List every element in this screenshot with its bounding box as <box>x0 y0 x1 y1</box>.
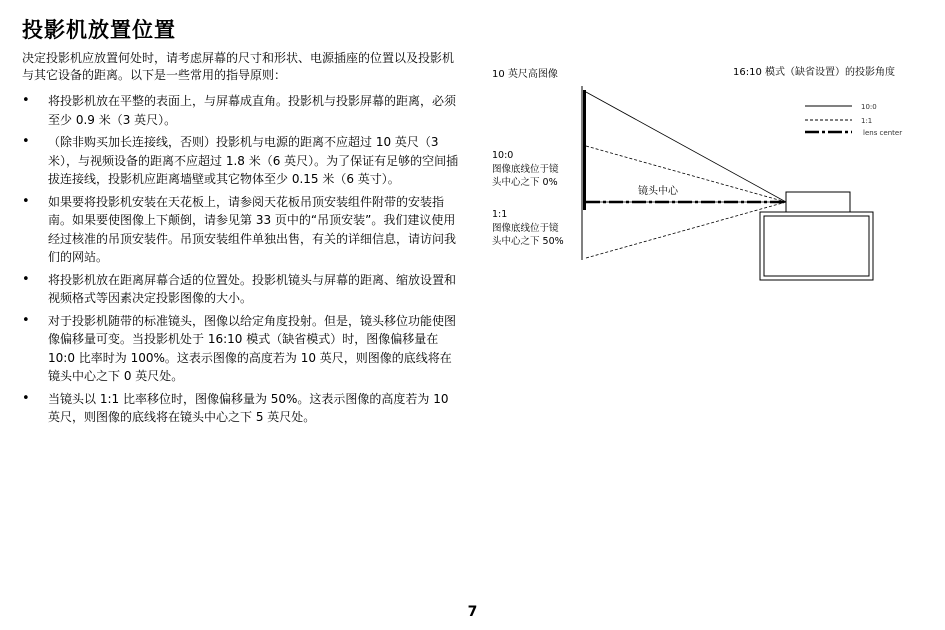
angle-title: 16:10 模式（缺省设置）的投影角度 <box>733 67 895 78</box>
legend-label-lens-center: lens center <box>863 129 903 137</box>
list-item-text: 如果要将投影机安装在天花板上，请参阅天花板吊顶安装组件附带的安装指南。如果要使图像上下颠倒，请参见第 33 页中的“吊顶安装”。我们建议使用经过核准的吊顶安装件。吊顶安装组件单独出售，有关的详细信息，请访问我们的网站。 <box>48 194 457 264</box>
list-item <box>22 390 462 427</box>
page-title: 投影机放置位置 <box>22 18 176 42</box>
bullet-icon: • <box>22 93 30 108</box>
lens-center-label: 镜头中心 <box>638 186 678 197</box>
list-item <box>22 133 462 189</box>
ray-10-0-top <box>586 92 786 202</box>
projector-body <box>786 192 850 212</box>
projection-screen <box>583 90 586 210</box>
list-item-text: （除非购买加长连接线，否则）投影机与电源的距离不应超过 10 英尺（3 米），与视频设备的距离不应超过 1.8 米（6 英尺）。为了保证有足够的空间插拔连接线，投影机应距离墙壁或其它物体至少 0.15 米（6 英寸）。 <box>48 135 459 186</box>
guideline-list <box>22 92 462 431</box>
bullet-icon: • <box>22 312 30 328</box>
list-item-text: 将投影机放在平整的表面上，与屏幕成直角。投影机与投影屏幕的距离，必须至少 0.9 米（3 英尺）。 <box>48 94 457 127</box>
ratio-1-1-title: 1:1 <box>492 209 508 220</box>
ratio-1-1-line1: 图像底线位于镜 <box>492 223 559 234</box>
ratio-10-0-line1: 图像底线位于镜 <box>492 164 559 175</box>
intro-paragraph: 决定投影机应放置何处时，请考虑屏幕的尺寸和形状、电源插座的位置以及投影机与其它设备的距离。以下是一些常用的指导原则： <box>22 51 455 82</box>
projection-angle-diagram <box>480 60 920 290</box>
legend-label-10-0: 10:0 <box>861 103 877 111</box>
legend-label-1-1: 1:1 <box>861 117 873 125</box>
bullet-icon: • <box>22 271 30 287</box>
image-height-label: 10 英尺高图像 <box>492 69 558 80</box>
ray-1-1-bottom <box>586 202 786 258</box>
ratio-1-1-line2: 头中心之下 50% <box>492 236 564 247</box>
list-item <box>22 271 462 308</box>
ratio-10-0-title: 10:0 <box>492 150 514 161</box>
list-item-text: 对于投影机随带的标准镜头，图像以给定角度投射。但是，镜头移位功能使图像偏移量可变。当投影机处于 16:10 模式（缺省模式）时，图像偏移量在 10:0 比率时为 100%。这表示图像的高度若为 10 英尺，则图像的底线将在镜头中心之下 0 英尺处。 <box>48 313 457 383</box>
bullet-icon: • <box>22 390 30 406</box>
list-item <box>22 193 462 267</box>
list-item-text: 当镜头以 1:1 比率移位时，图像偏移量为 50%。这表示图像的高度若为 10 英尺，则图像的底线将在镜头中心之下 5 英尺处。 <box>48 391 449 424</box>
table-inner <box>764 216 869 276</box>
page-number: 7 <box>467 604 478 620</box>
bullet-icon: • <box>22 193 30 209</box>
list-item-text: 将投影机放在距离屏幕合适的位置处。投影机镜头与屏幕的距离、缩放设置和视频格式等因素决定投影图像的大小。 <box>48 272 457 305</box>
ray-1-1-top <box>586 146 786 202</box>
list-item <box>22 312 462 386</box>
bullet-icon: • <box>22 134 30 149</box>
list-item <box>22 92 462 129</box>
ratio-10-0-line2: 头中心之下 0% <box>492 177 558 188</box>
